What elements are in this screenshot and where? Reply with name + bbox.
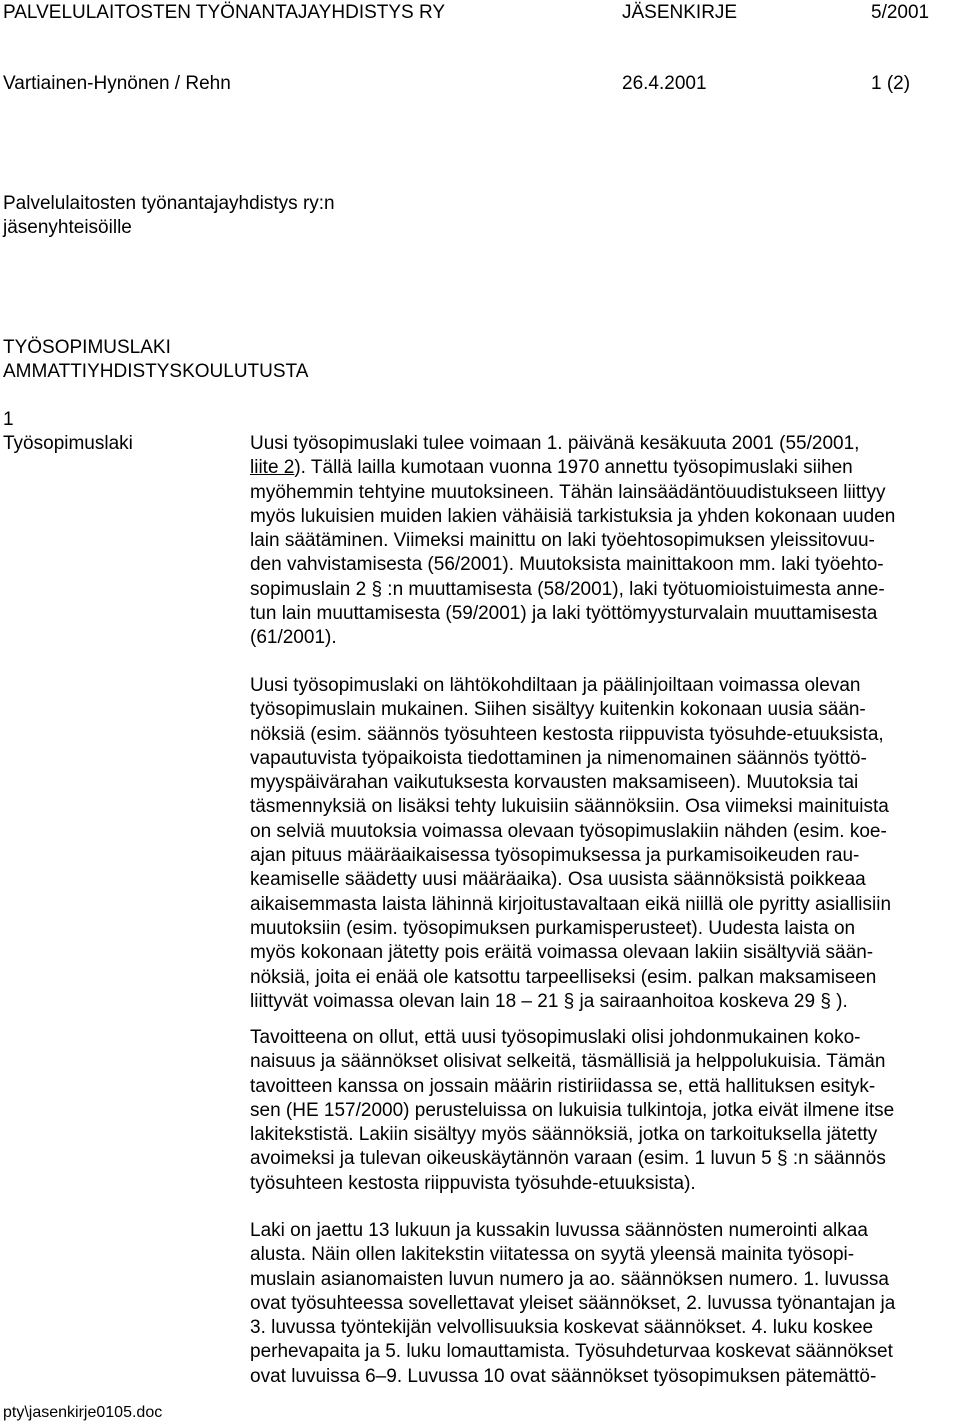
section-number: 1 [3, 409, 14, 430]
paragraph-line: avoimeksi ja tulevan oikeuskäytännön varaan (esim. 1 luvun 5 § :n säännös [250, 1148, 886, 1170]
organization-name: PALVELULAITOSTEN TYÖNANTAJAYHDISTYS RY [3, 2, 446, 23]
paragraph-line: keamiselle säädetty uusi määräaika). Osa uusista säännöksistä poikkeaa [250, 869, 866, 891]
paragraph-line: Uusi työsopimuslaki on lähtökohdiltaan ja päälinjoiltaan voimassa olevan [250, 675, 861, 696]
paragraph-line: myöhemmin tehtyine muutoksineen. Tähän lainsäädäntöuudistukseen liittyy [250, 481, 886, 503]
paragraph-line: nöksiä (esim. säännös työsuhteen kestosta riippuvista työsuhde-etuuksista, [250, 723, 884, 745]
paragraph-line: alusta. Näin ollen lakitekstin viitatessa on syytä yleensä mainita työsopi- [250, 1244, 855, 1266]
paragraph-line: Laki on jaettu 13 lukuun ja kussakin luvussa säännösten numerointi alkaa [250, 1220, 868, 1241]
section-heading: Työsopimuslaki [3, 433, 133, 454]
paragraph-line: den vahvistamisesta (56/2001). Muutoksista mainittakoon mm. laki työehto- [250, 554, 884, 576]
authors: Vartiainen-Hynönen / Rehn [3, 73, 231, 94]
paragraph-line: Tavoitteena on ollut, että uusi työsopimuslaki olisi johdonmukainen koko- [250, 1027, 861, 1048]
page-number: 1 (2) [871, 73, 911, 94]
paragraph-line: 3. luvussa työntekijän velvollisuuksia koskevat säännökset. 4. luku koskee [250, 1317, 874, 1339]
paragraph-line: liittyvät voimassa olevan lain 18 – 21 § ja sairaanhoitoa koskeva 29 § ). [250, 990, 848, 1012]
paragraph-line: myös lukuisien muiden lakien vähäisiä tarkistuksia ja yhden kokonaan uuden [250, 505, 896, 527]
paragraph-line: lain säätäminen. Viimeksi mainittu on laki työehtosopimuksen yleissitovuu- [250, 530, 875, 552]
paragraph-line: Uusi työsopimuslaki tulee voimaan 1. päivänä kesäkuuta 2001 (55/2001, [250, 433, 860, 454]
footer-filename: pty\jasenkirje0105.doc [3, 1404, 163, 1421]
paragraph-line: nöksiä, joita ei enää ole katsottu tarpeelliseksi (esim. palkan maksamiseen [250, 966, 877, 988]
paragraph-line: sen (HE 157/2000) perusteluissa on lukuisia tulkintoja, jotka eivät ilmene itse [250, 1099, 895, 1121]
paragraph-line [250, 456, 960, 480]
document-date: 26.4.2001 [622, 73, 707, 94]
paragraph-line: tavoitteen kanssa on jossain määrin ristiriidassa se, että hallituksen esityk- [250, 1075, 876, 1097]
paragraph-line: ovat luvuissa 6–9. Luvussa 10 ovat säännökset työsopimuksen pätemättö- [250, 1365, 877, 1387]
paragraph-line: perhevapaita ja 5. luku lomauttamista. Työsuhdeturvaa koskevat säännökset [250, 1341, 893, 1363]
paragraph-line: työsuhteen kestosta riippuvista työsuhde-etuuksista). [250, 1172, 696, 1194]
paragraph-line: tun lain muuttamisesta (59/2001) ja laki työttömyysturvalain muuttamisesta [250, 603, 878, 625]
paragraph-line: muslain asianomaisten luvun numero ja ao. säännöksen numero. 1. luvussa [250, 1268, 889, 1290]
paragraph-4 [250, 1219, 960, 1389]
recipient-line-1: Palvelulaitosten työnantajayhdistys ry:n [3, 193, 335, 214]
paragraph-line: ajan pituus määräaikaisessa työsopimuksessa ja purkamisoikeuden rau- [250, 845, 860, 867]
paragraph-line: täsmennyksiä on lisäksi tehty lukuisiin säännöksiin. Osa viimeksi mainituista [250, 796, 889, 818]
paragraph-line: on selviä muutoksia voimassa olevaan työsopimuslakiin nähden (esim. koe- [250, 820, 887, 842]
paragraph-line: myyspäivärahan vaikutuksesta korvausten maksamiseen). Muutoksia tai [250, 772, 859, 794]
recipient-line-2: jäsenyhteisöille [3, 217, 132, 238]
document-type: JÄSENKIRJE [622, 2, 738, 23]
paragraph-line: ovat työsuhteessa sovellettavat yleiset säännökset, 2. luvussa työnantajan ja [250, 1292, 896, 1314]
paragraph-2 [250, 674, 960, 1014]
subject-line-1: TYÖSOPIMUSLAKI [3, 337, 171, 358]
line-text: ). Tällä lailla kumotaan vuonna 1970 annettu työsopimuslaki siihen [294, 457, 853, 479]
paragraph-line: myös kokonaan jätetty pois eräitä voimassa olevaan lakiin sisältyviä sään- [250, 942, 874, 964]
paragraph-line: aikaisemmasta laista lähinnä kirjoitustavaltaan eikä niillä ole pyritty asiallisiin [250, 893, 892, 915]
paragraph-line: (61/2001). [250, 627, 337, 649]
attachment-link[interactable]: liite 2 [250, 457, 295, 479]
document-number: 5/2001 [871, 2, 930, 23]
paragraph-1 [250, 432, 960, 651]
paragraph-line: sopimuslain 2 § :n muuttamisesta (58/2001), laki työtuomioistuimesta anne- [250, 578, 885, 600]
paragraph-line: vapautuvista työpaikoista tiedottaminen ja nimenomainen säännös työttö- [250, 747, 867, 769]
paragraph-line: muutoksiin (esim. työsopimuksen purkamisperusteet). Uudesta laista on [250, 917, 856, 939]
subject-line-2: AMMATTIYHDISTYSKOULUTUSTA [3, 361, 309, 382]
paragraph-3 [250, 1026, 960, 1196]
paragraph-line: lakitekstistä. Lakiin sisältyy myös säännöksiä, jotka on tarkoituksella jätetty [250, 1124, 878, 1146]
paragraph-line: naisuus ja säännökset olisivat selkeitä, täsmällisiä ja helppolukuisia. Tämän [250, 1051, 886, 1073]
paragraph-line: työsopimuslain mukainen. Siihen sisältyy kuitenkin kokonaan uusia sään- [250, 699, 866, 721]
